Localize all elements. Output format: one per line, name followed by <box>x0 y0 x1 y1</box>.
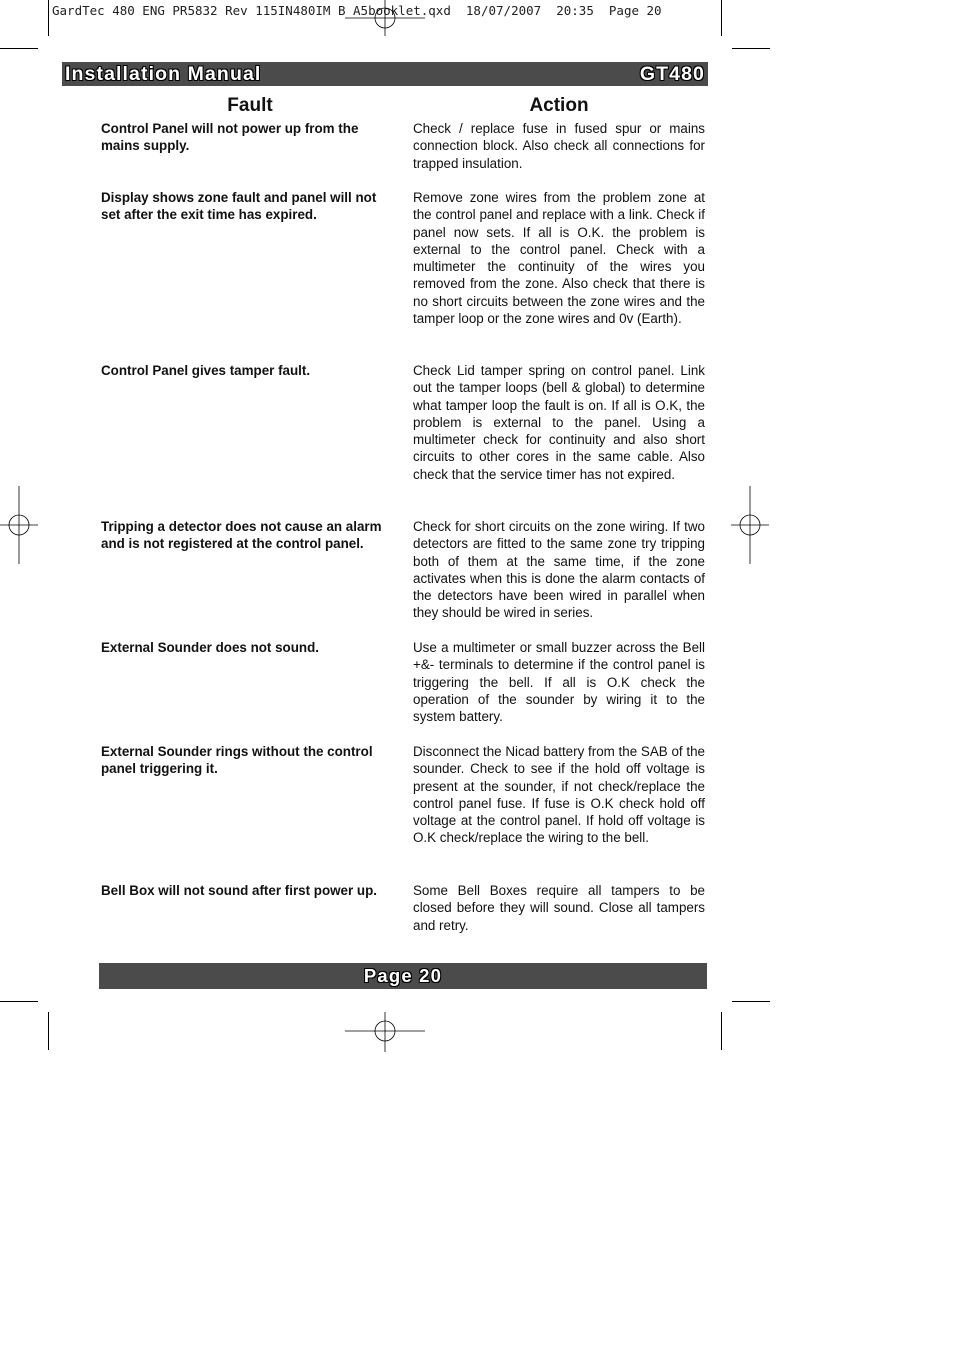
action-text: Check / replace fuse in fused spur or mains connection block. Also check all connections for trapped insulation. <box>413 121 705 171</box>
fault-text: Display shows zone fault and panel will not set after the exit time has expired. <box>101 190 377 223</box>
crop-mark-top-left-horizontal <box>0 48 38 49</box>
action-text: Check Lid tamper spring on control panel. Link out the tamper loops (bell & global) to determine what tamper loop the fault is on. If all is O.K, the problem is external to the panel. Using a multimeter check for continuity and also short circuits to other cores in the same cable. Also check that the service timer has not expired. <box>413 363 705 482</box>
page-number: Page 20 <box>363 965 443 986</box>
registration-mark-left-icon <box>0 486 38 564</box>
header-bar <box>62 62 708 86</box>
fault-text: Control Panel gives tamper fault. <box>101 363 311 378</box>
fault-text: Bell Box will not sound after first power up. <box>101 883 378 898</box>
crop-mark-bottom-left-horizontal <box>0 1001 38 1002</box>
fault-text: Control Panel will not power up from the mains supply. <box>101 121 359 154</box>
crop-mark-top-left-vertical <box>48 0 49 36</box>
action-text: Use a multimeter or small buzzer across the Bell +&- terminals to determine if the control panel is triggering the bell. If all is O.K check the operation of the sounder by wiring it to the system battery. <box>413 640 705 725</box>
action-text: Some Bell Boxes require all tampers to be closed before they will sound. Close all tampers and retry. <box>413 883 705 933</box>
fault-text: External Sounder does not sound. <box>101 640 319 655</box>
crop-mark-bottom-left-vertical <box>48 1012 49 1050</box>
registration-mark-top-icon <box>345 0 425 36</box>
printer-slug-line: GardTec 480 ENG PR5832 Rev 115IN480IM B A5booklet.qxd 18/07/2007 20:35 Page 20 <box>52 3 662 18</box>
manual-title: Installation Manual <box>65 62 262 85</box>
crop-mark-bottom-right-vertical <box>721 1012 722 1050</box>
fault-text: Tripping a detector does not cause an alarm and is not registered at the control panel. <box>101 519 382 552</box>
footer-bar <box>99 963 707 989</box>
registration-mark-right-icon <box>731 486 769 564</box>
crop-mark-top-right-vertical <box>721 0 722 36</box>
action-column-heading: Action <box>529 95 589 116</box>
registration-mark-bottom-icon <box>345 1012 425 1052</box>
fault-text: External Sounder rings without the control panel triggering it. <box>101 744 373 777</box>
crop-mark-bottom-right-horizontal <box>732 1001 770 1002</box>
model-title: GT480 <box>639 62 705 85</box>
action-text: Remove zone wires from the problem zone at the control panel and replace with a link. Check if panel now sets. If all is O.K. the problem is external to the control panel. Check with a multimeter the continuity of the wires you removed from the zone. Also check that there is no short circuits between the zone wires and the tamper loop or the zone wires and 0v (Earth). <box>413 190 705 327</box>
fault-column-heading: Fault <box>227 95 273 116</box>
crop-mark-top-right-horizontal <box>732 48 770 49</box>
action-text: Disconnect the Nicad battery from the SAB of the sounder. Check to see if the hold off voltage is present at the sounder, if not check/replace the control panel fuse. If fuse is O.K check hold off voltage at the control panel. If hold off voltage is O.K check/replace the wiring to the bell. <box>413 744 705 846</box>
action-text: Check for short circuits on the zone wiring. If two detectors are fitted to the same zone try tripping both of them at the same time, if the zone activates when this is done the alarm contacts of the detectors have been wired in parallel when they should be wired in series. <box>413 519 705 621</box>
